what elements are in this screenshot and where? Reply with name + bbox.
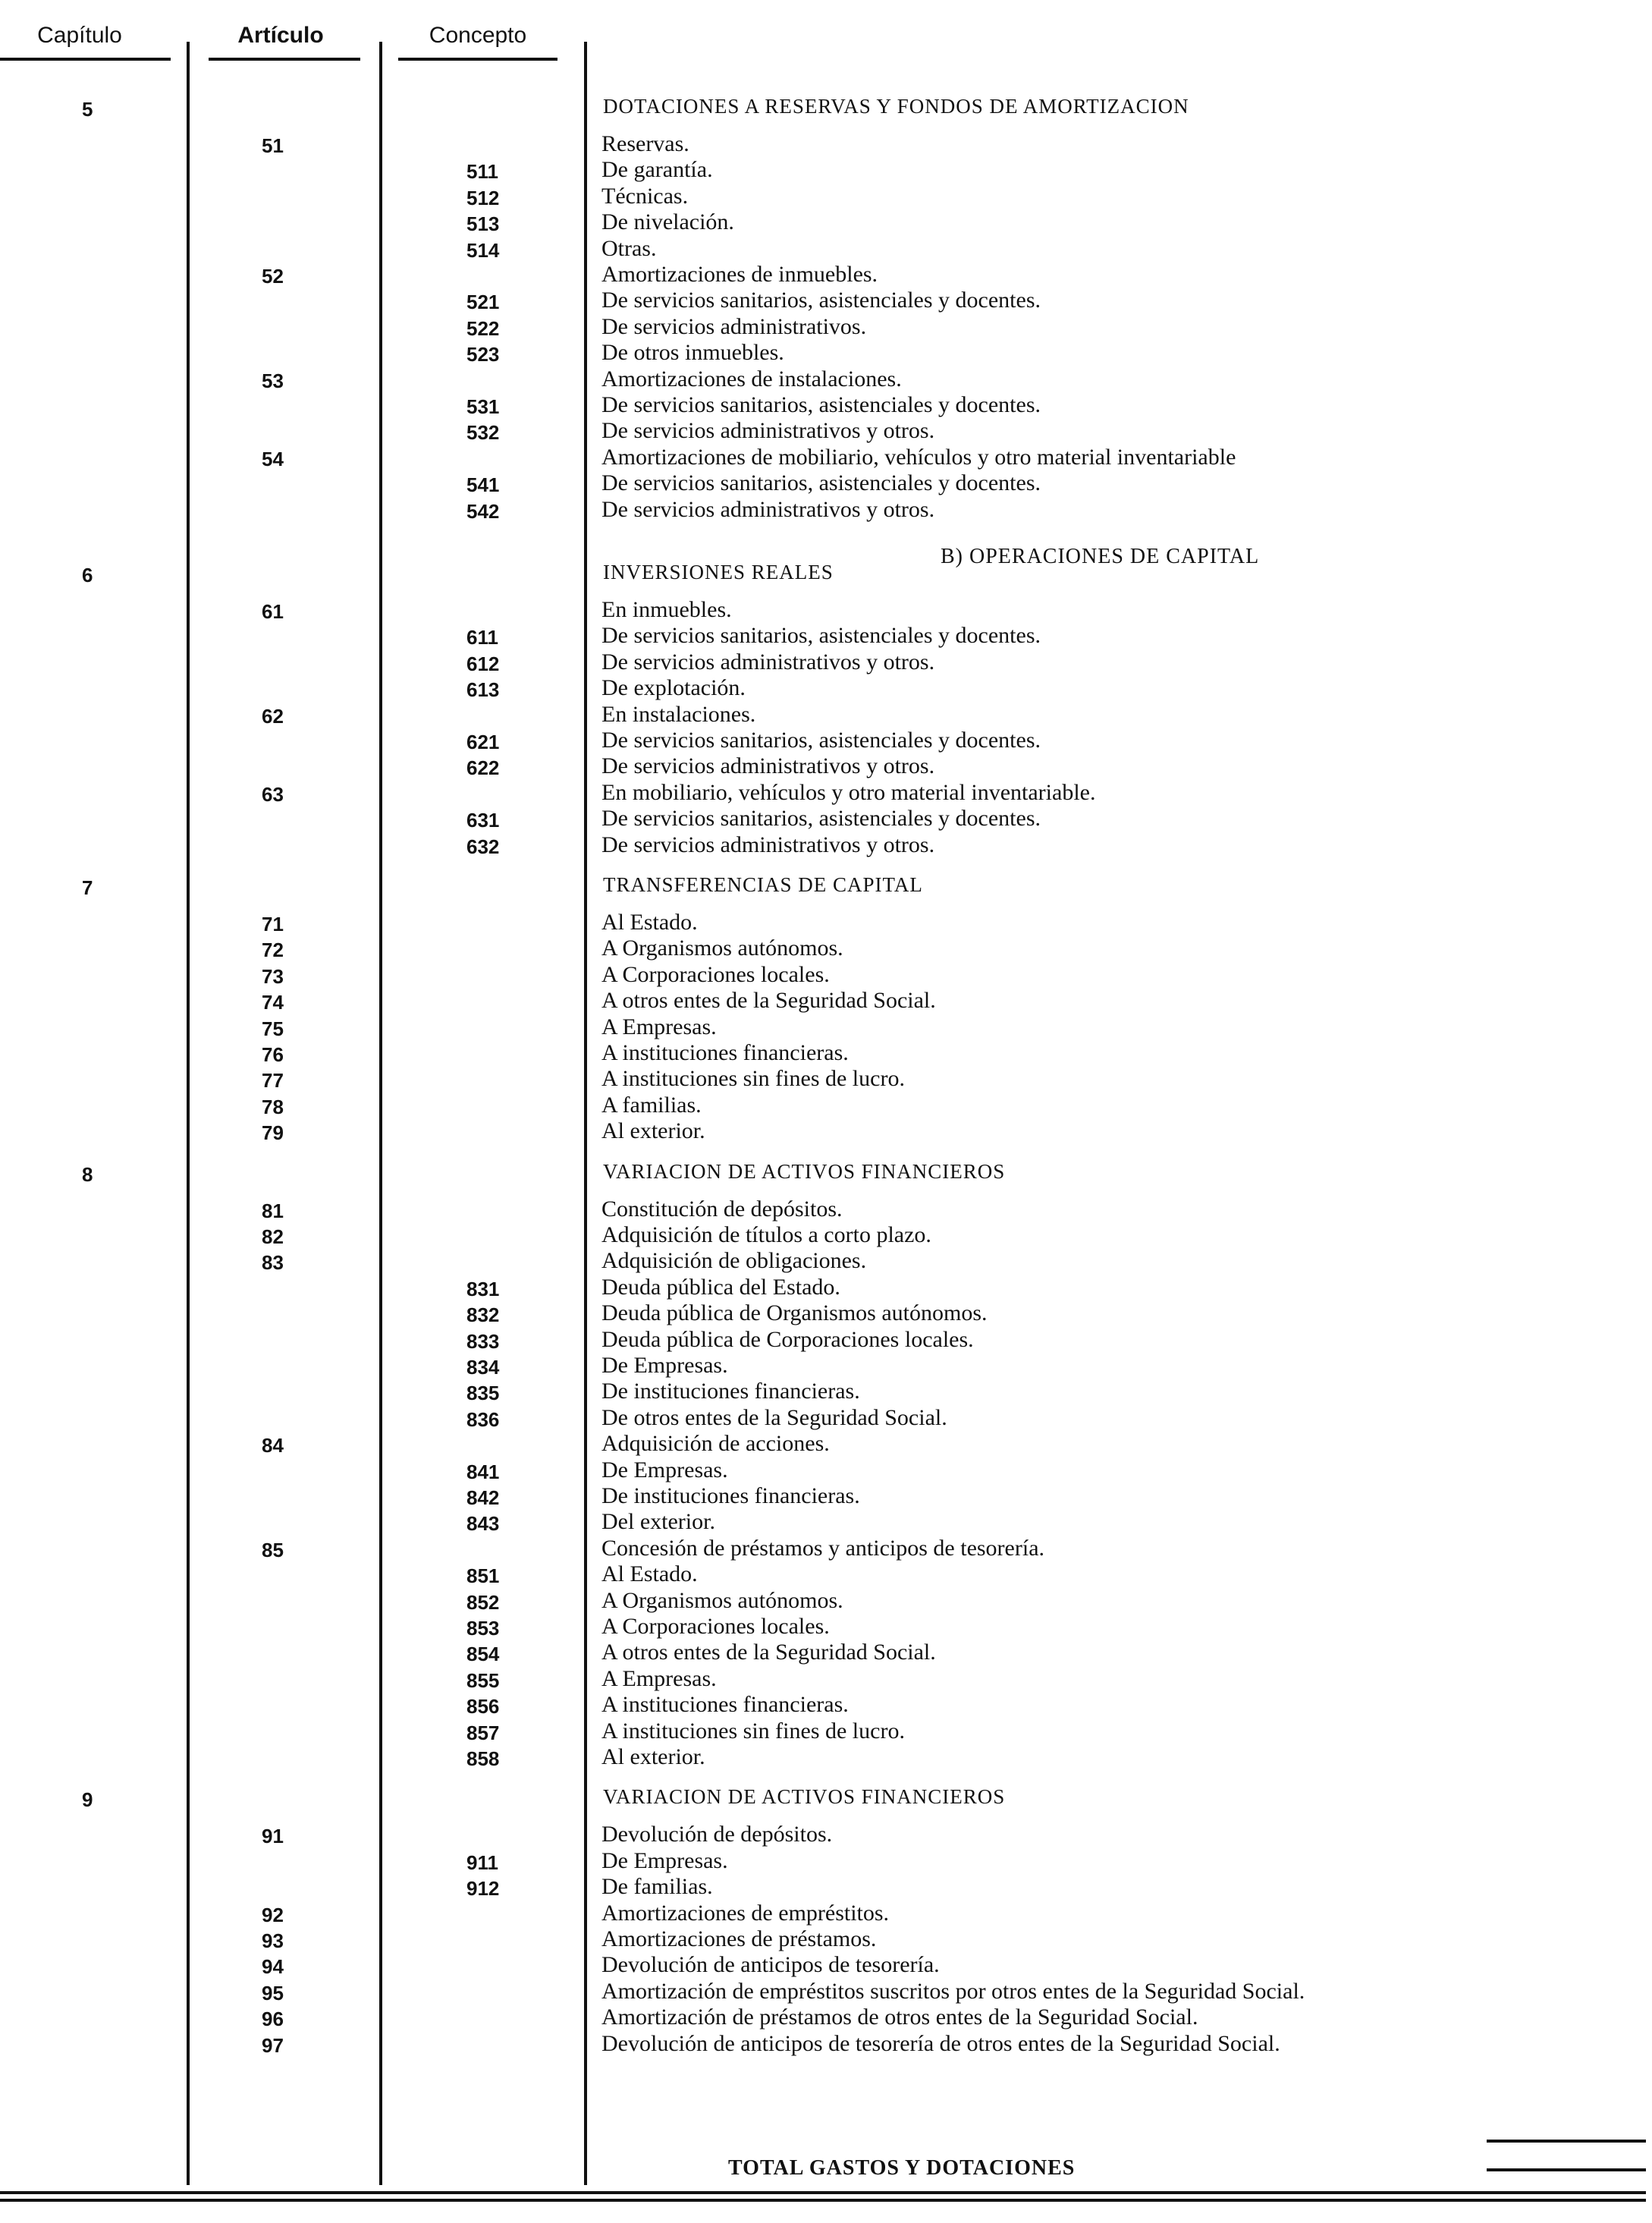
header-concepto: Concepto <box>429 23 527 48</box>
row-description: Amortización de préstamos de otros entes de la Seguridad Social. <box>601 2004 1198 2030</box>
row-description: A instituciones financieras. <box>601 1692 849 1718</box>
row-description: Adquisición de obligaciones. <box>601 1248 867 1274</box>
row-description: De otros entes de la Seguridad Social. <box>601 1404 947 1430</box>
concepto-number: 912 <box>466 1877 500 1901</box>
row-description: En instalaciones. <box>601 701 756 727</box>
concepto-number: 858 <box>466 1747 500 1770</box>
row-description: Amortizaciones de préstamos. <box>601 1926 877 1951</box>
articulo-number: 82 <box>262 1225 284 1248</box>
articulo-number: 95 <box>262 1981 284 2004</box>
capitulo-number: 8 <box>82 1162 93 1186</box>
concepto-number: 511 <box>466 160 498 184</box>
total-label: TOTAL GASTOS Y DOTACIONES <box>728 2156 1076 2180</box>
row-description: Amortizaciones de instalaciones. <box>601 366 902 391</box>
row-description: De Empresas. <box>601 1457 728 1483</box>
row-description: De servicios sanitarios, asistenciales y docentes. <box>601 728 1041 753</box>
row-description: De servicios administrativos. <box>601 313 867 339</box>
row-description: Deuda pública del Estado. <box>601 1274 840 1300</box>
articulo-number: 74 <box>262 991 284 1014</box>
row-description: De otros inmuebles. <box>601 340 784 366</box>
row-description: A instituciones sin fines de lucro. <box>601 1718 905 1743</box>
articulo-number: 61 <box>262 600 284 623</box>
concepto-number: 833 <box>466 1329 500 1353</box>
articulo-number: 62 <box>262 704 284 728</box>
articulo-number: 96 <box>262 2008 284 2031</box>
row-description: Constitución de depósitos. <box>601 1196 843 1222</box>
row-description: Adquisición de títulos a corto plazo. <box>601 1222 931 1247</box>
row-description: Adquisición de acciones. <box>601 1431 830 1457</box>
row-description: Deuda pública de Corporaciones locales. <box>601 1326 974 1352</box>
concepto-number: 855 <box>466 1668 500 1692</box>
concepto-number: 842 <box>466 1486 500 1509</box>
row-description: De servicios administrativos y otros. <box>601 753 935 779</box>
header-underline-concepto <box>398 58 557 61</box>
concepto-number: 622 <box>466 756 500 780</box>
row-description: De servicios sanitarios, asistenciales y docentes. <box>601 392 1041 417</box>
row-description: De instituciones financieras. <box>601 1379 860 1404</box>
concepto-number: 836 <box>466 1407 500 1431</box>
concepto-number: 532 <box>466 421 500 445</box>
chapter-title: VARIACION DE ACTIVOS FINANCIEROS <box>603 1785 1006 1809</box>
row-description: Devolución de depósitos. <box>601 1822 833 1847</box>
header-underline-capitulo <box>0 58 171 61</box>
total-rule-lower <box>1487 2168 1646 2171</box>
articulo-number: 52 <box>262 265 284 288</box>
row-description: A Empresas. <box>601 1665 717 1691</box>
concepto-number: 835 <box>466 1382 500 1405</box>
row-description: A otros entes de la Seguridad Social. <box>601 1640 936 1665</box>
concepto-number: 854 <box>466 1643 500 1666</box>
header-capitulo: Capítulo <box>37 23 122 48</box>
capitulo-number: 6 <box>82 564 93 586</box>
concepto-number: 611 <box>466 626 498 649</box>
concepto-number: 852 <box>466 1590 500 1614</box>
row-description: A familias. <box>601 1092 702 1118</box>
row-description: Amortizaciones de empréstitos. <box>601 1900 890 1926</box>
concepto-number: 523 <box>466 343 500 366</box>
concepto-number: 613 <box>466 678 500 702</box>
capitulo-number: 7 <box>82 876 93 899</box>
articulo-number: 78 <box>262 1095 284 1118</box>
concepto-number: 856 <box>466 1695 500 1718</box>
chapter-title: VARIACION DE ACTIVOS FINANCIEROS <box>603 1159 1006 1183</box>
row-description: De servicios sanitarios, asistenciales y docentes. <box>601 470 1041 496</box>
row-description: Devolución de anticipos de tesorería. <box>601 1952 940 1978</box>
row-description: De servicios sanitarios, asistenciales y docentes. <box>601 288 1041 313</box>
section-title-operaciones-capital: B) OPERACIONES DE CAPITAL <box>941 545 1260 568</box>
articulo-number: 63 <box>262 782 284 806</box>
concepto-number: 621 <box>466 731 500 753</box>
row-description: Técnicas. <box>601 183 689 209</box>
concepto-number: 853 <box>466 1617 500 1640</box>
row-description: A Empresas. <box>601 1014 717 1039</box>
row-description: En inmuebles. <box>601 597 732 622</box>
row-description: A otros entes de la Seguridad Social. <box>601 988 936 1014</box>
concepto-number: 531 <box>466 395 500 418</box>
row-description: De servicios sanitarios, asistenciales y docentes. <box>601 623 1041 649</box>
row-description: De Empresas. <box>601 1353 728 1378</box>
articulo-number: 73 <box>262 964 284 988</box>
row-description: Amortizaciones de mobiliario, vehículos y otro material inventariable <box>601 444 1236 470</box>
row-description: A Corporaciones locales. <box>601 961 830 987</box>
row-description: Al Estado. <box>601 910 698 935</box>
row-description: A instituciones financieras. <box>601 1040 849 1065</box>
concepto-number: 831 <box>466 1277 500 1300</box>
articulo-number: 71 <box>262 913 284 935</box>
total-rule-upper <box>1487 2140 1646 2143</box>
row-description: A Corporaciones locales. <box>601 1614 830 1639</box>
concepto-number: 834 <box>466 1356 500 1379</box>
concepto-number: 512 <box>466 186 500 209</box>
concepto-number: 851 <box>466 1564 500 1588</box>
header-articulo: Artículo <box>237 23 324 48</box>
concepto-number: 841 <box>466 1460 500 1483</box>
concepto-number: 513 <box>466 212 500 236</box>
column-divider-3 <box>584 42 587 2185</box>
concepto-number: 514 <box>466 238 500 262</box>
articulo-number: 77 <box>262 1069 284 1093</box>
articulo-number: 85 <box>262 1538 284 1561</box>
row-description: De explotación. <box>601 675 746 701</box>
capitulo-number: 5 <box>82 98 93 121</box>
row-description: Al exterior. <box>601 1744 705 1769</box>
row-description: Amortización de empréstitos suscritos por otros entes de la Seguridad Social. <box>601 1978 1305 2004</box>
row-description: Concesión de préstamos y anticipos de tesorería. <box>601 1535 1045 1561</box>
row-description: Amortizaciones de inmuebles. <box>601 262 878 287</box>
concepto-number: 832 <box>466 1303 500 1327</box>
row-description: A Organismos autónomos. <box>601 1587 843 1613</box>
row-description: De servicios administrativos y otros. <box>601 832 935 857</box>
row-description: De servicios sanitarios, asistenciales y docentes. <box>601 806 1041 832</box>
row-description: De familias. <box>601 1874 713 1900</box>
row-description: Deuda pública de Organismos autónomos. <box>601 1300 988 1326</box>
capitulo-number: 9 <box>82 1788 93 1812</box>
concepto-number: 857 <box>466 1721 500 1744</box>
articulo-number: 83 <box>262 1251 284 1275</box>
concepto-number: 541 <box>466 473 500 497</box>
concepto-number: 612 <box>466 652 500 675</box>
articulo-number: 84 <box>262 1434 284 1457</box>
row-description: De servicios administrativos y otros. <box>601 418 935 444</box>
concepto-number: 911 <box>466 1850 498 1874</box>
row-description: Del exterior. <box>601 1509 715 1535</box>
articulo-number: 97 <box>262 2033 284 2057</box>
column-divider-2 <box>379 42 382 2185</box>
articulo-number: 79 <box>262 1121 284 1145</box>
chapter-title: TRANSFERENCIAS DE CAPITAL <box>603 873 923 896</box>
articulo-number: 81 <box>262 1199 284 1222</box>
row-description: Devolución de anticipos de tesorería de otros entes de la Seguridad Social. <box>601 2030 1280 2056</box>
row-description: De servicios administrativos y otros. <box>601 496 935 522</box>
articulo-number: 72 <box>262 939 284 962</box>
articulo-number: 76 <box>262 1043 284 1066</box>
articulo-number: 75 <box>262 1017 284 1040</box>
articulo-number: 53 <box>262 369 284 392</box>
column-divider-1 <box>187 42 190 2185</box>
concepto-number: 521 <box>466 291 500 314</box>
articulo-number: 54 <box>262 447 284 470</box>
articulo-number: 93 <box>262 1929 284 1952</box>
bottom-rule-2 <box>0 2199 1646 2202</box>
bottom-rule-1 <box>0 2191 1646 2194</box>
articulo-number: 51 <box>262 134 284 157</box>
header-underline-articulo <box>209 58 360 61</box>
row-description: De instituciones financieras. <box>601 1483 860 1508</box>
articulo-number: 92 <box>262 1903 284 1926</box>
concepto-number: 542 <box>466 499 500 523</box>
chapter-title: INVERSIONES REALES <box>603 561 834 583</box>
row-description: Reservas. <box>601 131 689 156</box>
row-description: Al exterior. <box>601 1118 705 1144</box>
row-description: De servicios administrativos y otros. <box>601 649 935 674</box>
row-description: Al Estado. <box>601 1561 698 1587</box>
row-description: De nivelación. <box>601 209 734 235</box>
concepto-number: 522 <box>466 316 500 340</box>
concepto-number: 631 <box>466 809 500 832</box>
row-description: A Organismos autónomos. <box>601 935 843 961</box>
articulo-number: 94 <box>262 1955 284 1979</box>
articulo-number: 91 <box>262 1825 284 1848</box>
chapter-title: DOTACIONES A RESERVAS Y FONDOS DE AMORTIZACION <box>603 95 1189 118</box>
row-description: De Empresas. <box>601 1847 728 1873</box>
concepto-number: 632 <box>466 835 500 858</box>
row-description: En mobiliario, vehículos y otro material inventariable. <box>601 779 1096 805</box>
concepto-number: 843 <box>466 1512 500 1536</box>
row-description: De garantía. <box>601 157 713 183</box>
row-description: A instituciones sin fines de lucro. <box>601 1066 905 1092</box>
row-description: Otras. <box>601 235 657 261</box>
